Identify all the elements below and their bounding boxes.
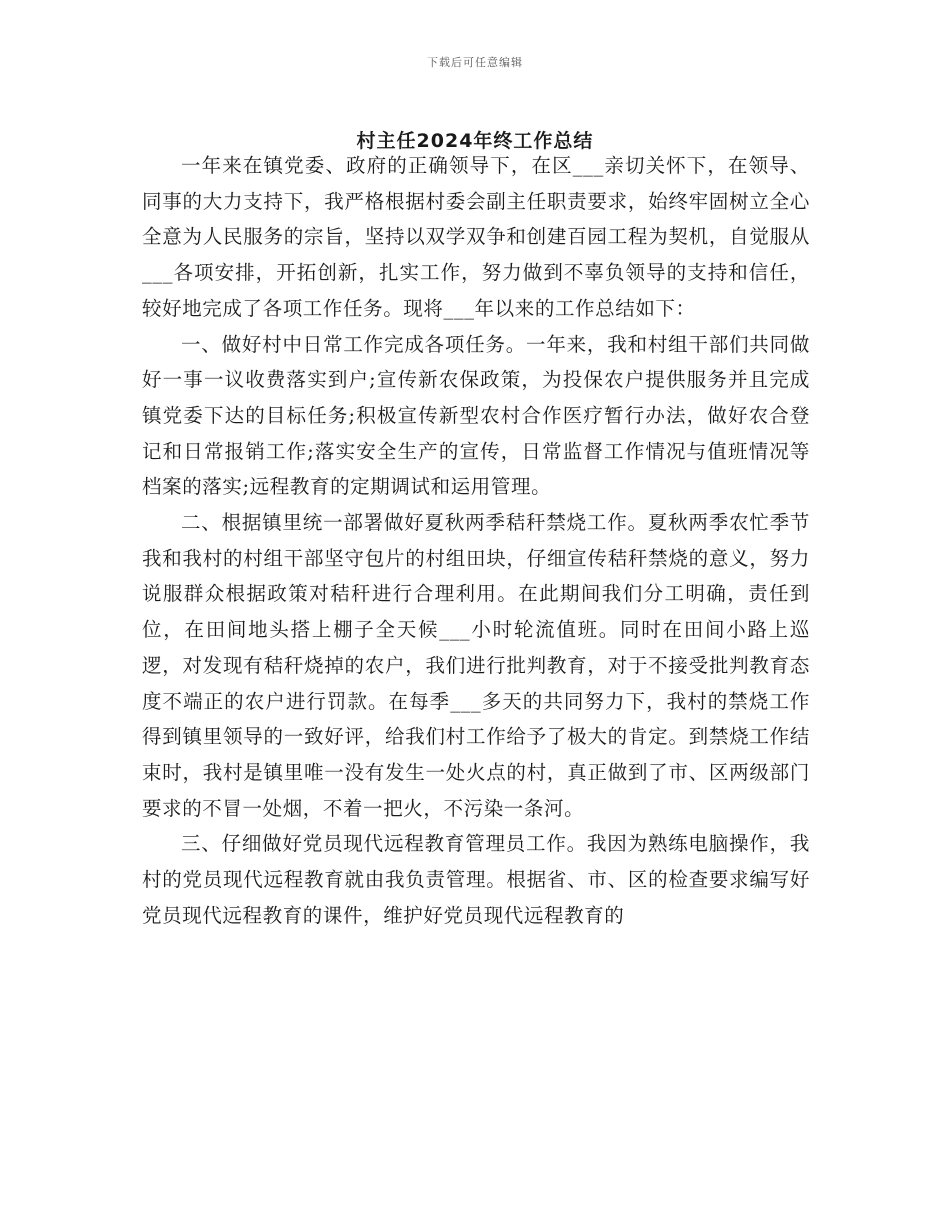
- paragraph-section-3: 三、仔细做好党员现代远程教育管理员工作。我因为熟练电脑操作，我村的党员现代远程教育就由我负责管理。根据省、市、区的检查要求编写好党员现代远程教育的课件，维护好党员现代远程教育的: [142, 832, 810, 927]
- paragraph-section-2: 二、根据镇里统一部署做好夏秋两季秸秆禁烧工作。夏秋两季农忙季节我和我村的村组干部坚守包片的村组田块，仔细宣传秸秆禁烧的意义，努力说服群众根据政策对秸秆进行合理利用。在此期间我们分工明确，责任到位，在田间地头搭上棚子全天候___小时轮流值班。同时在田间小路上巡逻，对发现有秸秆烧掉的农户，我们进行批判教育，对于不接受批判教育态度不端正的农户进行罚款。在每季___多天的共同努力下，我村的禁烧工作得到镇里领导的一致好评，给我们村工作给予了极大的肯定。到禁烧工作结束时，我村是镇里唯一没有发生一处火点的村，真正做到了市、区两级部门要求的不冒一处烟，不着一把火，不污染一条河。: [142, 511, 810, 820]
- paragraph-section-1: 一、做好村中日常工作完成各项任务。一年来，我和村组干部们共同做好一事一议收费落实到户;宣传新农保政策，为投保农户提供服务并且完成镇党委下达的目标任务;积极宣传新型农村合作医疗暂行办法，做好农合登记和日常报销工作;落实安全生产的宣传，日常监督工作情况与值班情况等档案的落实;远程教育的定期调试和运用管理。: [142, 332, 810, 499]
- document-title: 村主任2024年终工作总结: [356, 130, 594, 152]
- header-note: 下载后可任意编辑: [427, 56, 523, 69]
- document-body: [142, 148, 810, 933]
- paragraph-intro: 一年来在镇党委、政府的正确领导下，在区___亲切关怀下，在领导、同事的大力支持下，我严格根据村委会副主任职责要求，始终牢固树立全心全意为人民服务的宗旨，坚持以双学双争和创建百园工程为契机，自觉服从___各项安排，开拓创新，扎实工作，努力做到不辜负领导的支持和信任，较好地完成了各项工作任务。现将___年以来的工作总结如下：: [142, 154, 810, 320]
